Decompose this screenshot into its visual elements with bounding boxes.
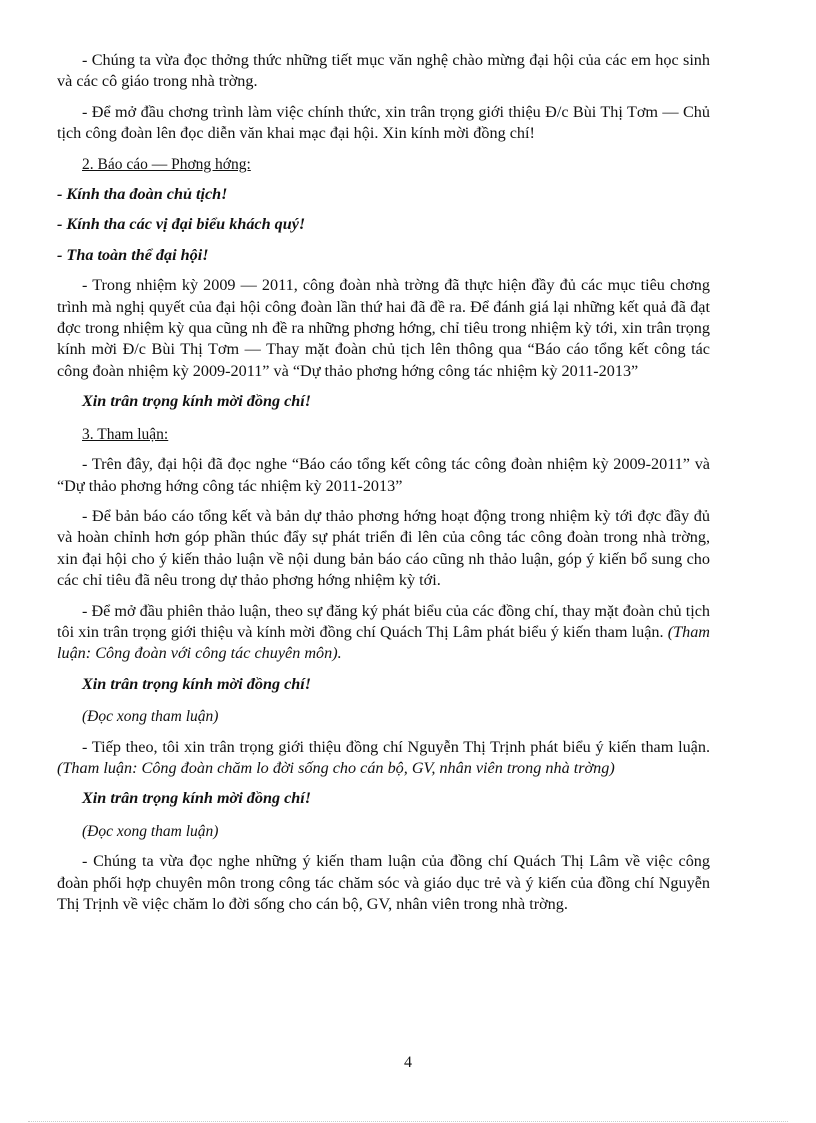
- greeting-presidium: - Kính tha đoàn chủ tịch!: [57, 185, 228, 204]
- page-number: 4: [404, 1054, 412, 1071]
- section-heading-report: 2. Báo cáo — Phơng hớng:: [82, 155, 251, 173]
- page-bottom-divider: [28, 1121, 788, 1122]
- invitation-line: Xin trân trọng kính mời đồng chí!: [82, 674, 312, 693]
- invitation-line: Xin trân trọng kính mời đồng chí!: [82, 392, 312, 411]
- paragraph-first-speaker: - Để mở đầu phiên thảo luận, theo sự đăng ký phát biểu của các đồng chí, thay mặt đoàn chủ tịch tôi xin trân trọng giới thiệu và kính mời đồng chí Quách Thị Lâm phát biểu ý kiến tham luận. (Tham luận: Công đoàn với công tác chuyên môn).: [57, 601, 710, 663]
- second-speaker-topic: (Tham luận: Công đoàn chăm lo đời sống cho cán bộ, GV, nhân viên trong nhà trờng): [57, 758, 615, 777]
- paragraph-heard-report: - Trên đây, đại hội đã đọc nghe “Báo cáo tổng kết công tác công đoàn nhiệm kỳ 2009-2011” và “Dự thảo phơng hớng công tác nhiệm kỳ 2011-2013”: [57, 455, 710, 495]
- invitation-line: Xin trân trọng kính mời đồng chí!: [82, 789, 312, 808]
- reading-note: (Đọc xong tham luận): [82, 822, 219, 840]
- reading-note: (Đọc xong tham luận): [82, 708, 219, 726]
- paragraph-art-performance: - Chúng ta vừa đọc thởng thức những tiết mục văn nghệ chào mừng đại hội của các em học sinh và các cô giáo trong nhà trờng.: [57, 51, 710, 91]
- paragraph-second-speaker: - Tiếp theo, tôi xin trân trọng giới thiệu đồng chí Nguyễn Thị Trịnh phát biểu ý kiến tham luận. (Tham luận: Công đoàn chăm lo đời sống cho cán bộ, GV, nhân viên trong nhà trờng): [57, 737, 710, 777]
- paragraph-summary: - Chúng ta vừa đọc nghe những ý kiến tham luận của đồng chí Quách Thị Lâm về việc công đoàn phối hợp chuyên môn trong công tác chăm sóc và giáo dục trẻ và ý kiến của đồng chí Nguyễn Thị Trịnh về việc chăm lo đời sống cho cán bộ, GV, nhân viên trong nhà trờng.: [57, 852, 710, 913]
- paragraph-request-opinions: - Để bản báo cáo tổng kết và bản dự thảo phơng hớng hoạt động trong nhiệm kỳ tới đợc đầy đủ và hoàn chỉnh hơn góp phần thúc đẩy sự phát triển đi lên của công tác công đoàn trong nhà trờng, xin đại hội cho ý kiến thảo luận về nội dung bản báo cáo cũng nh thảo luận, góp ý kiến bổ sung cho các chỉ tiêu đã nêu trong dự thảo phơng hớng nhiệm kỳ tới.: [57, 506, 710, 590]
- greeting-congress: - Tha toàn thể đại hội!: [57, 245, 209, 264]
- greeting-guests: - Kính tha các vị đại biểu khách quý!: [57, 215, 306, 234]
- section-heading-discussion: 3. Tham luận:: [82, 425, 169, 443]
- paragraph-opening-introduction: - Để mở đầu chơng trình làm việc chính thức, xin trân trọng giới thiệu Đ/c Bùi Thị Tơm — Chủ tịch công đoàn lên đọc diễn văn khai mạc đại hội. Xin kính mời đồng chí!: [57, 102, 710, 143]
- document-page: [57, 50, 710, 924]
- first-speaker-topic: (Tham luận: Công đoàn với công tác chuyên môn).: [57, 622, 710, 663]
- paragraph-term-report: - Trong nhiệm kỳ 2009 — 2011, công đoàn nhà trờng đã thực hiện đầy đủ các mục tiêu chơng trình mà nghị quyết của đại hội công đoàn lần thứ hai đã đề ra. Để đánh giá lại những kết quả đã đạt đợc trong nhiệm kỳ qua cũng nh đề ra những phơng hớng, chỉ tiêu trong nhiệm kỳ tới, xin trân trọng kính mời Đ/c Bùi Thị Tơm — Thay mặt đoàn chủ tịch lên thông qua “Báo cáo tổng kết công tác công đoàn nhiệm kỳ 2009-2011” và “Dự thảo phơng hớng công tác nhiệm kỳ 2011-2013”: [57, 276, 710, 380]
